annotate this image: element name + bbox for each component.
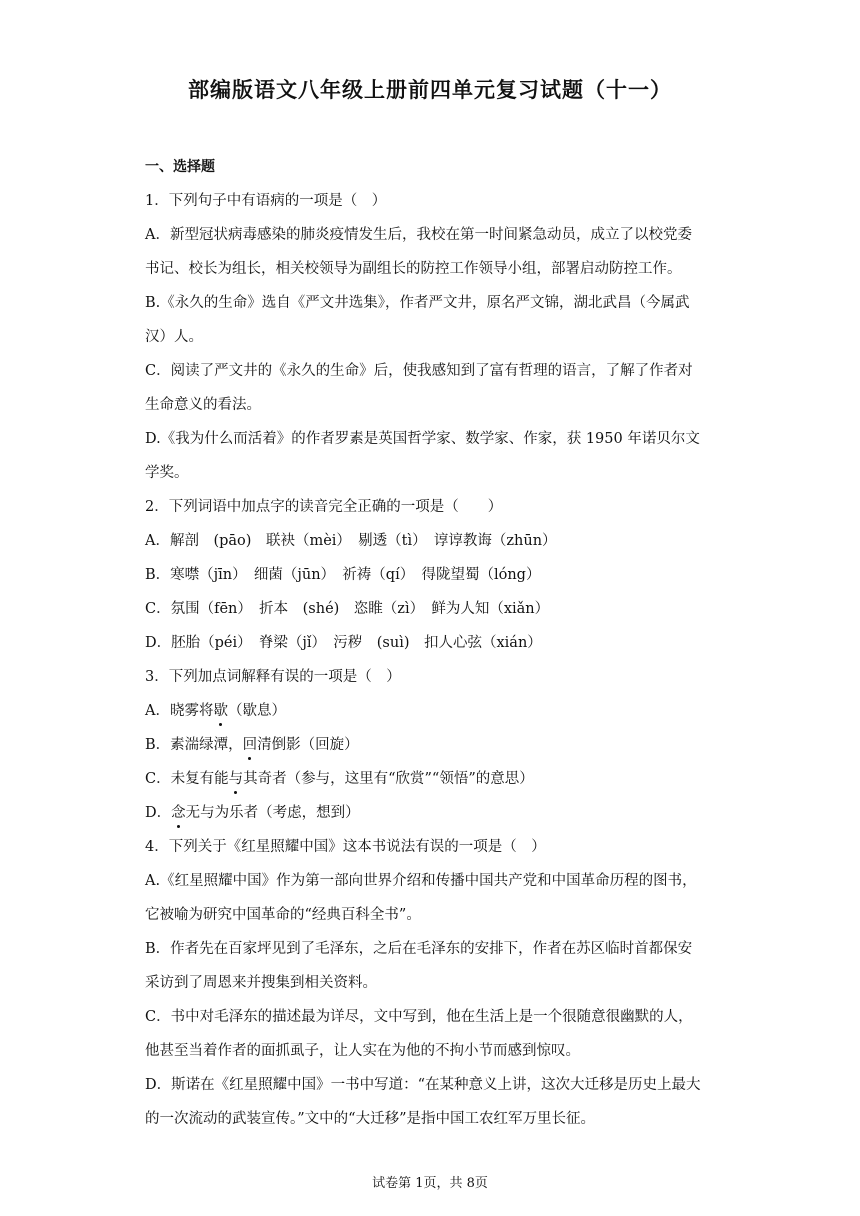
- option-a: A.《红星照耀中国》作为第一部向世界介绍和传播中国共产党和中国革命历程的图书，: [145, 873, 697, 889]
- option-d: D．胚胎（péi） 脊梁（jǐ） 污秽 (suì) 扣人心弦（xián）: [145, 635, 542, 651]
- option-text: B．素湍绿潭，: [145, 737, 243, 753]
- option-b: B．寒噤（jīn） 细菌（jūn） 祈祷（qí） 得陇望蜀（lóng）: [145, 567, 541, 583]
- question-stem: 1．下列句子中有语病的一项是（ ）: [145, 193, 387, 209]
- option-c: C．书中对毛泽东的描述最为详尽，文中写到，他在生活上是一个很随意很幽默的人，: [145, 1009, 693, 1025]
- option-text: （歇息）: [227, 703, 286, 719]
- question-stem: 2．下列词语中加点字的读音完全正确的一项是（ ）: [145, 499, 503, 515]
- page-title: 部编版语文八年级上册前四单元复习试题（十一）: [188, 78, 672, 102]
- option-a: A．解剖 (pāo) 联袂（mèi） 剔透（tì） 谆谆教诲（zhūn）: [145, 533, 557, 549]
- option-a-cont: 它被喻为研究中国革命的“经典百科全书”。: [145, 907, 421, 923]
- option-text: 清倒影（回旋）: [257, 737, 359, 753]
- option-d-cont: 的一次流动的武装宣传。”文中的“大迁移”是指中国工农红军万里长征。: [145, 1111, 595, 1127]
- option-text: A．晓雾将: [145, 703, 214, 719]
- option-b: B.《永久的生命》选自《严文井选集》，作者严文井，原名严文锦，湖北武昌（今属武: [145, 295, 690, 311]
- dotted-word: 与: [229, 762, 244, 796]
- exam-content: [145, 150, 720, 1136]
- option-text: 其奇者（参与，这里有“欣赏”“领悟”的意思）: [243, 771, 534, 787]
- option-d-cont: 学奖。: [145, 465, 189, 481]
- question-stem: 3．下列加点词解释有误的一项是（ ）: [145, 669, 401, 685]
- option-c: C．氛围（fēn） 折本 (shé) 恣睢（zì） 鲜为人知（xiǎn）: [145, 601, 550, 617]
- option-d: [145, 796, 720, 830]
- option-text: 无与为乐者（考虑，想到）: [185, 805, 360, 821]
- option-b-cont: 采访到了周恩来并搜集到相关资料。: [145, 975, 377, 991]
- option-d: D．斯诺在《红星照耀中国》一书中写道：“在某种意义上讲，这次大迁移是历史上最大: [145, 1077, 701, 1093]
- option-a: [145, 694, 720, 728]
- dotted-word: 歇: [213, 694, 228, 728]
- option-c: C．阅读了严文井的《永久的生命》后，使我感知到了富有哲理的语言，了解了作者对: [145, 363, 693, 379]
- option-a: A．新型冠状病毒感染的肺炎疫情发生后，我校在第一时间紧急动员，成立了以校党委: [145, 227, 692, 243]
- option-c-cont: 他甚至当着作者的面抓虱子，让人实在为他的不拘小节而感到惊叹。: [145, 1043, 580, 1059]
- option-d: D.《我为什么而活着》的作者罗素是英国哲学家、数学家、作家，获 1950 年诺贝尔文: [145, 431, 700, 447]
- option-a-cont: 书记、校长为组长，相关校领导为副组长的防控工作领导小组，部署启动防控工作。: [145, 261, 682, 277]
- option-c-cont: 生命意义的看法。: [145, 397, 261, 413]
- option-b: [145, 728, 720, 762]
- option-c: [145, 762, 720, 796]
- option-text: C．未复有能: [145, 771, 229, 787]
- dotted-word: 念: [171, 796, 186, 830]
- page-footer: 试卷第 1页，共 8页: [372, 1176, 488, 1191]
- question-2: [145, 490, 720, 660]
- question-4: [145, 830, 720, 1136]
- option-b: B．作者先在百家坪见到了毛泽东，之后在毛泽东的安排下，作者在苏区临时首都保安: [145, 941, 693, 957]
- option-text: D．: [145, 805, 172, 821]
- section-heading: 一、选择题: [145, 159, 215, 175]
- question-1: [145, 184, 720, 490]
- dotted-word: 回: [243, 728, 258, 762]
- option-b-cont: 汉）人。: [145, 329, 203, 345]
- question-stem: 4．下列关于《红星照耀中国》这本书说法有误的一项是（ ）: [145, 839, 546, 855]
- question-3: [145, 660, 720, 830]
